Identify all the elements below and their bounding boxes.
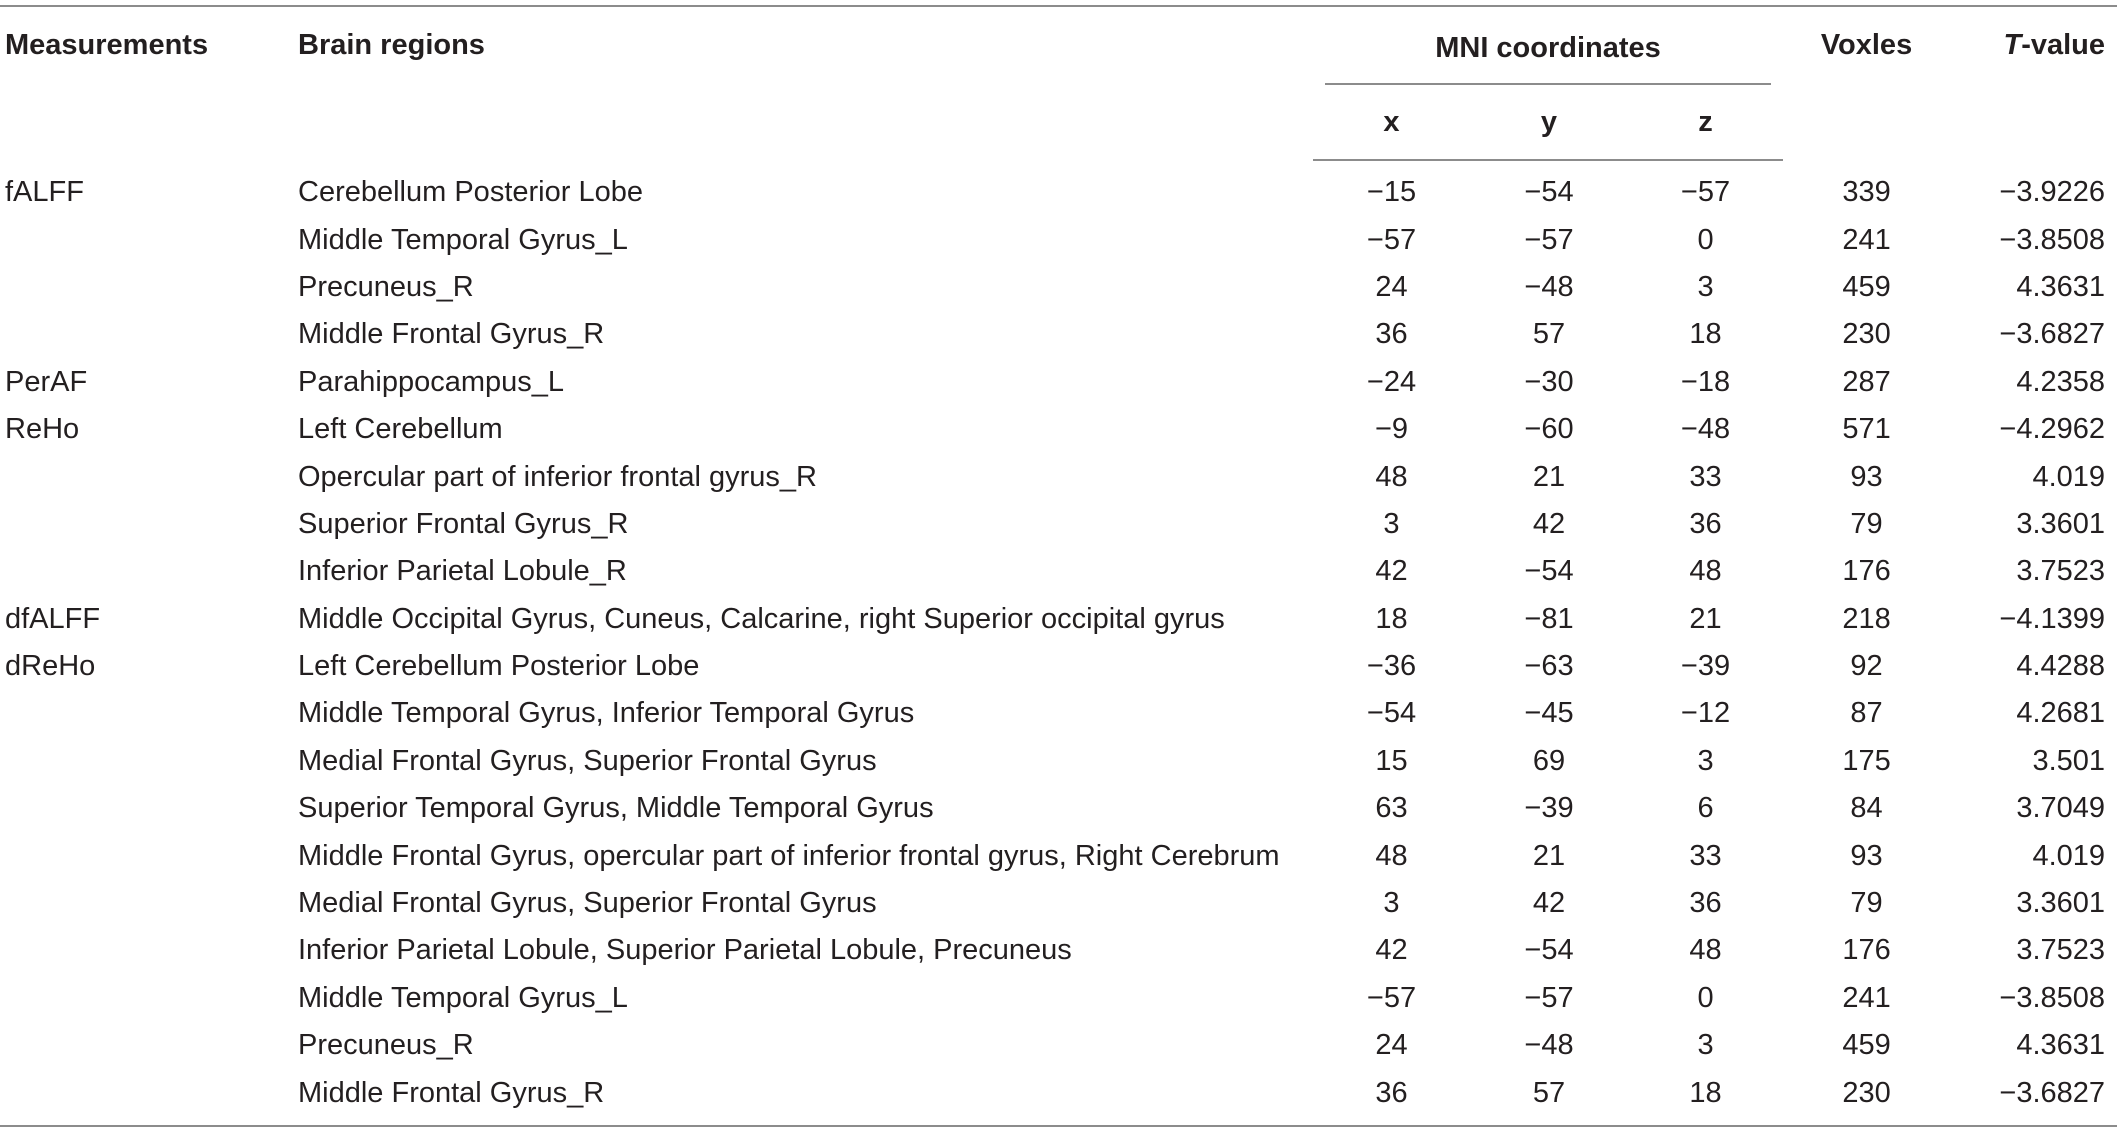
z-coordinate-cell: −12 [1680, 697, 1731, 730]
y-coordinate-cell: −48 [1524, 1029, 1574, 1062]
x-coordinate-cell: −36 [1366, 650, 1417, 683]
brain-region-cell: Middle Frontal Gyrus_R [298, 318, 605, 351]
brain-region-cell: Middle Frontal Gyrus, opercular part of inferior frontal gyrus, Right Cerebrum [298, 839, 1280, 872]
brain-region-cell: Middle Occipital Gyrus, Cuneus, Calcarine, right Superior occipital gyrus [298, 602, 1225, 635]
brain-region-cell: Left Cerebellum Posterior Lobe [298, 650, 700, 683]
measurement-cell [0, 690, 298, 737]
measurement-cell [0, 453, 298, 500]
header-t-italic: T [2003, 29, 2022, 61]
x-coordinate-cell: 36 [1375, 318, 1408, 351]
measurement-cell [0, 832, 298, 879]
header-row-main [0, 6, 2117, 85]
t-value-cell: −3.9226 [1999, 175, 2106, 208]
measurement-cell [0, 264, 298, 311]
z-coordinate-cell: 3 [1697, 1029, 1714, 1062]
table-row [0, 690, 2117, 737]
voxles-cell: 92 [1850, 650, 1883, 683]
voxles-cell: 571 [1842, 413, 1891, 446]
t-value-cell: −3.6827 [1950, 1069, 2117, 1125]
brain-region-cell: Medial Frontal Gyrus, Superior Frontal Gyrus [298, 744, 877, 777]
brain-region-cell: Superior Frontal Gyrus_R [298, 507, 629, 540]
voxles-cell: 339 [1842, 175, 1891, 208]
y-coordinate-cell: −30 [1524, 365, 1574, 398]
y-coordinate-cell: −60 [1524, 413, 1574, 446]
z-coordinate-cell: 21 [1689, 602, 1722, 635]
table-row [0, 832, 2117, 879]
t-value-cell: −3.8508 [1999, 981, 2106, 1014]
y-coordinate-cell: 21 [1532, 460, 1566, 493]
measurement-cell [0, 927, 298, 974]
voxles-cell: 175 [1842, 744, 1891, 777]
voxles-cell: 79 [1850, 887, 1883, 920]
x-coordinate-cell: −57 [1366, 223, 1417, 256]
header-mni-label: MNI coordinates [1435, 31, 1661, 64]
x-coordinate-cell: 3 [1383, 887, 1400, 920]
brain-region-cell: Medial Frontal Gyrus, Superior Frontal Gyrus [298, 887, 877, 920]
t-value-cell: 3.7049 [2016, 792, 2106, 825]
x-coordinate-cell: −57 [1366, 981, 1417, 1014]
brain-region-cell: Superior Temporal Gyrus, Middle Temporal Gyrus [298, 792, 934, 825]
t-value-cell: −3.6827 [1999, 318, 2106, 351]
table-header [0, 6, 2117, 160]
table-row [0, 927, 2117, 974]
t-value-cell: 4.019 [2032, 460, 2106, 493]
t-value-cell: −4.2962 [1999, 413, 2106, 446]
measurement-cell [0, 501, 298, 548]
header-y: y [1470, 85, 1628, 160]
table-row [0, 548, 2117, 595]
x-coordinate-cell: 48 [1375, 839, 1408, 872]
y-coordinate-cell: 42 [1532, 507, 1566, 540]
y-coordinate-cell: 69 [1532, 744, 1566, 777]
y-coordinate-cell: −54 [1524, 555, 1574, 588]
x-coordinate-cell: 15 [1375, 744, 1408, 777]
brain-region-cell: Middle Frontal Gyrus_R [298, 1069, 1313, 1125]
table-row [0, 406, 2117, 453]
header-voxles: Voxles [1783, 6, 1950, 160]
table-row [0, 216, 2117, 263]
brain-region-cell: Middle Temporal Gyrus_L [298, 223, 628, 256]
x-coordinate-cell: −15 [1366, 176, 1417, 209]
y-coordinate-cell: −45 [1524, 697, 1574, 730]
t-value-cell: −4.1399 [1999, 602, 2106, 635]
x-coordinate-cell: −9 [1374, 413, 1409, 446]
y-coordinate-cell: −48 [1524, 270, 1574, 303]
z-coordinate-cell: 0 [1697, 223, 1714, 256]
brain-region-cell: Cerebellum Posterior Lobe [298, 175, 643, 208]
results-table-container [0, 5, 2117, 1127]
x-coordinate-cell: 42 [1375, 555, 1408, 588]
table-row [0, 975, 2117, 1022]
voxles-cell: 241 [1842, 981, 1891, 1014]
y-coordinate-cell: 57 [1532, 318, 1566, 351]
brain-region-cell: Inferior Parietal Lobule, Superior Parietal Lobule, Precuneus [298, 934, 1072, 967]
voxles-cell: 459 [1842, 270, 1891, 303]
z-coordinate-cell: 33 [1689, 839, 1722, 872]
y-coordinate-cell: −57 [1524, 223, 1574, 256]
t-value-cell: 3.3601 [2016, 507, 2106, 540]
table-body [0, 160, 2117, 1126]
table-row [0, 880, 2117, 927]
mni-underline [1325, 83, 1771, 85]
measurement-cell: dReHo [5, 650, 96, 683]
measurement-cell [0, 1022, 298, 1069]
voxles-cell: 459 [1842, 1029, 1891, 1062]
measurement-cell: fALFF [5, 175, 84, 208]
voxles-cell: 176 [1842, 934, 1891, 967]
x-coordinate-cell: 18 [1375, 602, 1408, 635]
x-coordinate-cell: −24 [1366, 365, 1417, 398]
voxles-cell: 93 [1850, 460, 1883, 493]
table-row [0, 643, 2117, 690]
t-value-cell: 3.7523 [2016, 555, 2106, 588]
z-coordinate-cell: 3 [1697, 270, 1714, 303]
y-coordinate-cell: −57 [1524, 981, 1574, 1014]
table-row [0, 264, 2117, 311]
brain-region-cell: Opercular part of inferior frontal gyrus_R [298, 460, 817, 493]
t-value-cell: 4.4288 [2016, 650, 2106, 683]
z-coordinate-cell: 48 [1689, 555, 1722, 588]
z-coordinate-cell: 18 [1689, 318, 1722, 351]
voxles-cell: 93 [1850, 839, 1883, 872]
brain-region-cell: Middle Temporal Gyrus_L [298, 981, 628, 1014]
header-t-value [1950, 6, 2117, 160]
header-mni-coordinates [1313, 6, 1783, 85]
voxles-cell: 79 [1850, 507, 1883, 540]
measurement-cell [0, 216, 298, 263]
z-coordinate-cell: 6 [1697, 792, 1714, 825]
header-brain-regions: Brain regions [298, 6, 1313, 160]
table-row [0, 738, 2117, 785]
z-coordinate-cell: 48 [1689, 934, 1722, 967]
x-coordinate-cell: 48 [1375, 460, 1408, 493]
z-coordinate-cell: 18 [1628, 1069, 1783, 1125]
y-coordinate-cell: −54 [1524, 176, 1574, 209]
header-z: z [1628, 85, 1783, 160]
z-coordinate-cell: −48 [1680, 413, 1731, 446]
voxles-cell: 218 [1842, 602, 1891, 635]
y-coordinate-cell: 57 [1470, 1069, 1628, 1125]
z-coordinate-cell: −39 [1680, 650, 1731, 683]
brain-region-cell: Precuneus_R [298, 270, 474, 303]
measurement-cell [0, 785, 298, 832]
table-row [0, 596, 2117, 643]
z-coordinate-cell: 3 [1697, 744, 1714, 777]
table-row [0, 359, 2117, 406]
x-coordinate-cell: 42 [1375, 934, 1408, 967]
t-value-cell: 4.3631 [2016, 1029, 2106, 1062]
x-coordinate-cell: 63 [1375, 792, 1408, 825]
z-coordinate-cell: 36 [1689, 507, 1722, 540]
z-coordinate-cell: −18 [1680, 365, 1731, 398]
voxles-cell: 176 [1842, 555, 1891, 588]
t-value-cell: 3.7523 [2016, 934, 2106, 967]
brain-region-cell: Precuneus_R [298, 1029, 474, 1062]
z-coordinate-cell: 33 [1689, 460, 1722, 493]
measurement-cell: PerAF [5, 365, 88, 398]
brain-region-cell: Parahippocampus_L [298, 365, 565, 398]
header-t-rest: -value [2021, 29, 2106, 61]
measurement-cell [0, 548, 298, 595]
x-coordinate-cell: 24 [1375, 270, 1408, 303]
table-row [0, 453, 2117, 500]
header-measurements: Measurements [0, 6, 298, 160]
measurement-cell [0, 880, 298, 927]
z-coordinate-cell: 0 [1697, 981, 1714, 1014]
measurement-cell [0, 975, 298, 1022]
voxles-cell: 230 [1842, 318, 1891, 351]
t-value-cell: 3.3601 [2016, 887, 2106, 920]
z-coordinate-cell: −57 [1680, 176, 1731, 209]
y-coordinate-cell: −39 [1524, 792, 1574, 825]
table-row [0, 1069, 2117, 1125]
measurement-cell [0, 311, 298, 358]
measurement-cell [0, 1069, 298, 1125]
measurement-cell [0, 738, 298, 785]
results-table [0, 5, 2117, 1127]
measurement-cell: ReHo [5, 413, 80, 446]
voxles-cell: 87 [1850, 697, 1883, 730]
header-x: x [1313, 85, 1470, 160]
voxles-cell: 84 [1850, 792, 1883, 825]
y-coordinate-cell: 21 [1532, 839, 1566, 872]
x-coordinate-cell: 24 [1375, 1029, 1408, 1062]
brain-region-cell: Inferior Parietal Lobule_R [298, 555, 627, 588]
measurement-cell: dfALFF [5, 602, 101, 635]
y-coordinate-cell: 42 [1532, 887, 1566, 920]
voxles-cell: 241 [1842, 223, 1891, 256]
voxles-cell: 230 [1783, 1069, 1950, 1125]
brain-region-cell: Left Cerebellum [298, 413, 503, 446]
y-coordinate-cell: −63 [1524, 650, 1574, 683]
table-row [0, 785, 2117, 832]
t-value-cell: 4.2358 [2016, 365, 2106, 398]
table-row [0, 311, 2117, 358]
voxles-cell: 287 [1842, 365, 1891, 398]
y-coordinate-cell: −54 [1524, 934, 1574, 967]
brain-region-cell: Middle Temporal Gyrus, Inferior Temporal Gyrus [298, 697, 915, 730]
table-row [0, 1022, 2117, 1069]
x-coordinate-cell: 3 [1383, 507, 1400, 540]
x-coordinate-cell: −54 [1366, 697, 1417, 730]
t-value-cell: −3.8508 [1999, 223, 2106, 256]
t-value-cell: 3.501 [2032, 744, 2106, 777]
table-row [0, 501, 2117, 548]
x-coordinate-cell: 36 [1313, 1069, 1470, 1125]
t-value-cell: 4.3631 [2016, 270, 2106, 303]
z-coordinate-cell: 36 [1689, 887, 1722, 920]
t-value-cell: 4.2681 [2016, 697, 2106, 730]
y-coordinate-cell: −81 [1524, 602, 1574, 635]
table-row [0, 160, 2117, 216]
t-value-cell: 4.019 [2032, 839, 2106, 872]
